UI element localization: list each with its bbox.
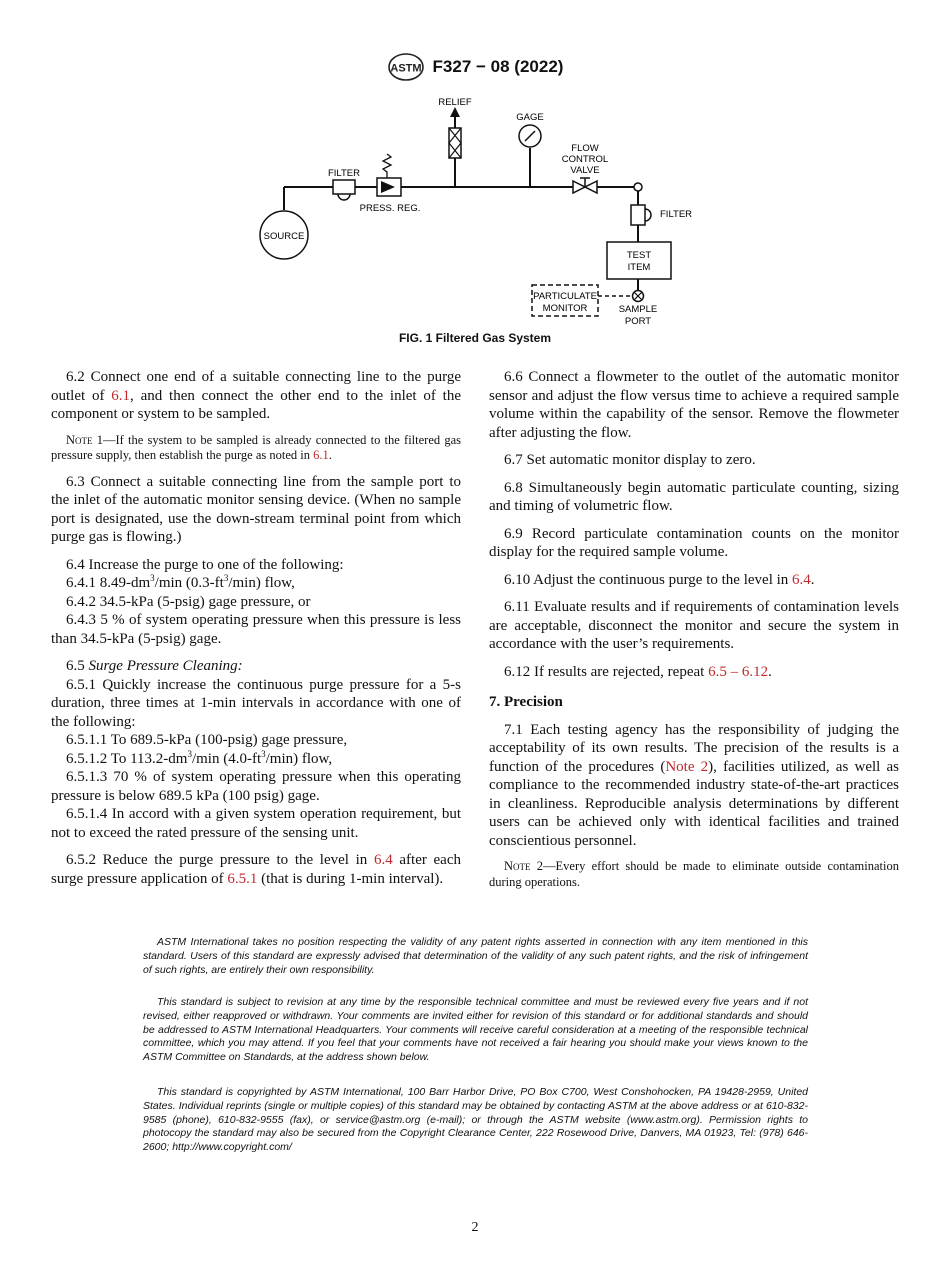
- para-6-5-1-2: 6.5.1.2 To $113.2-dm^3/\min$ $(4.0-ft^3/\min)$ flow,: [66, 748, 333, 767]
- document-designation: F327 − 08 (2022): [432, 57, 564, 76]
- para-6-5-1-3: 6.5.1.3 70 % of system operating pressure when this operating pressure is below 689.5 kPa (100 psig) gage.: [51, 769, 461, 804]
- label-filter-1: FILTER: [327, 168, 361, 179]
- para-6-4-1: 6.4.1 $8.49-dm^3/\min$ $(0.3-ft^3/\min)$ flow,: [66, 573, 295, 591]
- para-6-6: 6.6 Connect a flowmeter to the outlet of the automatic monitor sensor and adjust the flow versus time to achieve a required sample volume within the capability of the sensor. Remove the flowmeter after adjusting the flow.: [489, 369, 899, 441]
- label-source: SOURCE: [263, 231, 305, 242]
- link-note-6-1[interactable]: 6.1: [313, 448, 329, 462]
- label-valve: VALVE: [570, 165, 600, 176]
- para-6-10: 6.10 Adjust the continuous purge to the level in 6.4.: [504, 571, 815, 588]
- para-6-5-2: 6.5.2 Reduce the purge pressure to the level in 6.4 after each surge pressure application of 6.5.1 (that is during 1-min interval).: [51, 852, 461, 887]
- label-item: ITEM: [627, 262, 651, 273]
- para-6-5: 6.5 Surge Pressure Cleaning:: [66, 658, 243, 674]
- para-6-4-3: 6.4.3 5 % of system operating pressure when this pressure is less than 34.5-kPa (5-psig) gage.: [51, 612, 461, 647]
- link-6-1[interactable]: 6.1: [111, 387, 131, 404]
- para-6-7: 6.7 Set automatic monitor display to zero.: [504, 452, 756, 468]
- filter-1-box: [333, 180, 355, 194]
- label-monitor: MONITOR: [542, 303, 588, 314]
- figure-caption: FIG. 1 Filtered Gas System: [398, 331, 552, 345]
- label-flow: FLOW: [571, 143, 599, 154]
- note-1: Note 1—If the system to be sampled is already connected to the filtered gas pressure supply, then establish the purge as noted in 6.1.: [51, 432, 461, 462]
- svg-text:ASTM: ASTM: [389, 62, 422, 75]
- footer-revision-notice: This standard is subject to revision at any time by the responsible technical committee and must be reviewed every five years and if not revised, either reapproved or withdrawn. Your comments are invited either for revision of this standard or for additional standards and should be addressed to ASTM International Headquarters. Your comments will receive careful consideration at a meeting of the responsible technical committee, which you may attend. If you feel that your comments have not received a fair hearing you should make your views known to the ASTM Committee on Standards, at the address shown below.: [143, 996, 808, 1064]
- para-6-2: 6.2 Connect one end of a suitable connecting line to the purge outlet of 6.1, and then connect the other end to the inlet of the component or system to be sampled.: [51, 369, 461, 422]
- relief-valve-box: [449, 128, 461, 158]
- para-6-11: 6.11 Evaluate results and if requirements of contamination levels are acceptable, disconnect the monitor and secure the system in accordance with the user’s requirements.: [489, 599, 899, 652]
- link-6-10-6-4[interactable]: 6.4: [792, 571, 811, 588]
- para-6-4: 6.4 Increase the purge to one of the following:: [66, 556, 344, 573]
- link-note-2[interactable]: Note 2: [665, 758, 709, 775]
- para-6-3: 6.3 Connect a suitable connecting line from the sample port to the inlet of the automatic monitor sensing device. (When no sample port is designated, use the down-stream terminal point from which purge gas is flowing.): [51, 473, 461, 545]
- label-sample: SAMPLE: [618, 304, 658, 315]
- label-gage: GAGE: [516, 112, 544, 123]
- para-6-8: 6.8 Simultaneously begin automatic particulate counting, sizing and timing of volumetric flow.: [489, 479, 899, 514]
- right-column: [489, 368, 899, 899]
- label-relief: RELIEF: [438, 97, 472, 108]
- para-6-5-1: 6.5.1 Quickly increase the continuous purge pressure for a 5-s duration, three times at 1-min intervals in accordance with one of the following:: [51, 676, 461, 730]
- para-6-4-2: 6.4.2 34.5-kPa (5-psig) gage pressure, or: [66, 593, 311, 610]
- para-6-5-1-4: 6.5.1.4 In accord with a given system operation requirement, but not to exceed the rated pressure of the sensing unit.: [51, 806, 461, 841]
- label-press-reg: PRESS. REG.: [359, 203, 421, 214]
- filter-2-box: [631, 205, 645, 225]
- note-2: Note 2—Every effort should be made to eliminate outside contamination during operations.: [489, 859, 899, 889]
- link-6-5-6-12[interactable]: 6.5 – 6.12: [708, 663, 769, 680]
- left-column: [51, 368, 461, 897]
- label-port: PORT: [624, 316, 652, 327]
- para-6-5-1-1: 6.5.1.1 To 689.5-kPa (100-psig) gage pressure,: [66, 732, 348, 748]
- label-control: CONTROL: [561, 154, 609, 165]
- label-filter-2: FILTER: [660, 209, 693, 220]
- label-particulate: PARTICULATE: [533, 291, 597, 302]
- para-6-12: 6.12 If results are rejected, repeat 6.5 – 6.12.: [504, 663, 772, 680]
- page-number: 2: [471, 1220, 479, 1235]
- label-test: TEST: [626, 250, 652, 261]
- link-6-4[interactable]: 6.4: [373, 852, 393, 868]
- footer-patent-notice: ASTM International takes no position respecting the validity of any patent rights asserted in connection with any item mentioned in this standard. Users of this standard are expressly advised that determination of the validity of any such patent rights, and the risk of infringement of such rights, are entirely their own responsibility.: [143, 936, 808, 976]
- astm-logo-icon: [387, 52, 425, 82]
- section-7-heading: 7. Precision: [489, 694, 563, 710]
- para-6-9: 6.9 Record particulate contamination counts on the monitor display for the required sample volume.: [489, 525, 899, 560]
- footer-copyright-notice: This standard is copyrighted by ASTM International, 100 Barr Harbor Drive, PO Box C700, West Conshohocken, PA 19428-2959, United States. Individual reprints (single or multiple copies) of this standard may be obtained by contacting ASTM at the above address or at 610-832-9585 (phone), 610-832-9555 (fax), or service@astm.org (e-mail); or through the ASTM website (www.astm.org). Permission rights to photocopy the standard may also be secured from the Copyright Clearance Center, 222 Rosewood Drive, Danvers, MA 01923, Tel: (978) 646-2600; http://www.copyright.com/: [143, 1086, 808, 1154]
- para-7-1: 7.1 Each testing agency has the responsibility of judging the acceptability of its own results. The precision of the results is a function of the procedures (Note 2), facilities utilized, as well as compliance to the recommended industry state-of-the-art practices in cleanliness. Reproducible analysis determinations by different users can be achieved only with identical facilities and trained conscientious personnel.: [489, 721, 899, 849]
- page-header: [0, 52, 950, 82]
- filtered-gas-system-diagram: [240, 92, 720, 328]
- link-6-5-1[interactable]: 6.5.1: [227, 870, 258, 887]
